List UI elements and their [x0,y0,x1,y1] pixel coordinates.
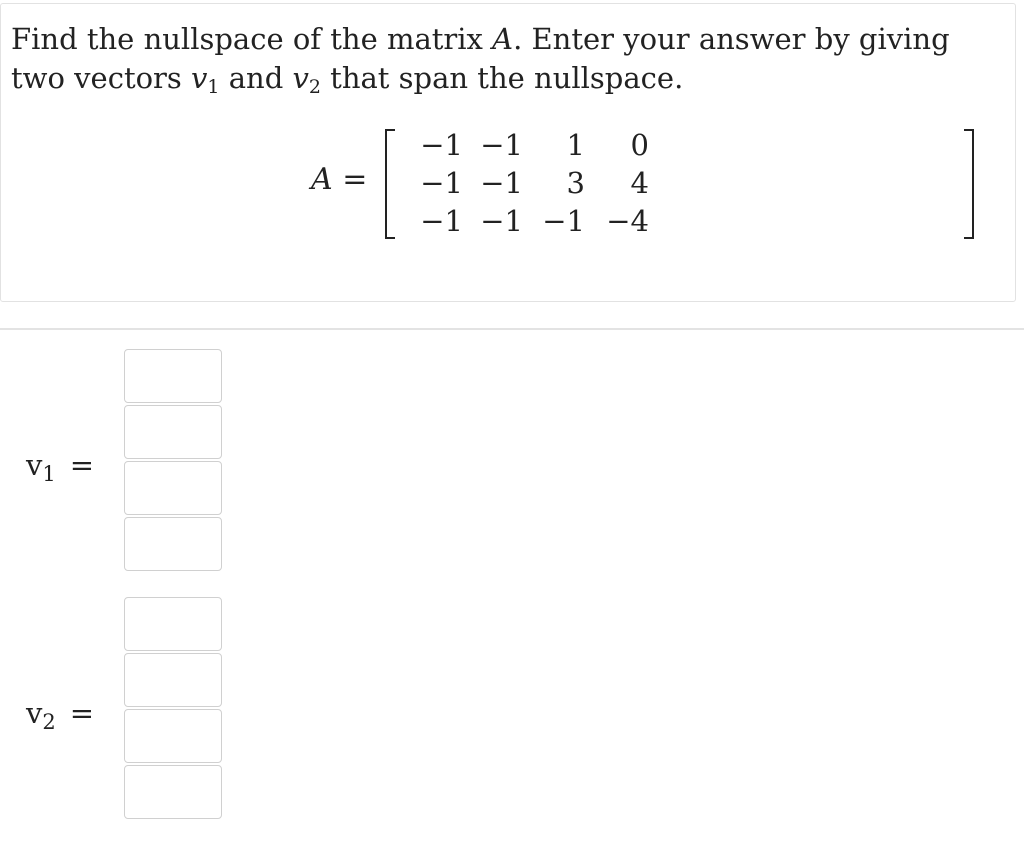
matrix-cell: −1 [420,166,463,200]
matrix-cell: −1 [480,166,523,200]
matrix-left-bracket [385,129,395,239]
v1-label [26,448,95,486]
prompt-text-4: that span the nullspace. [320,61,684,95]
v1-label-symbol: v [26,448,43,482]
section-divider [0,328,1024,330]
matrix-cell: −1 [542,204,585,238]
matrix-cell: −1 [480,204,523,238]
v2-label [26,696,95,734]
v1-entry-3-input[interactable] [124,461,222,515]
v2-entry-1-input[interactable] [124,597,222,651]
question-card [0,3,1016,302]
matrix-cell: 1 [566,128,585,162]
prompt-v2-subscript: 2 [308,76,321,98]
v2-vector-inputs [124,597,222,821]
v2-label-subscript: 2 [42,710,56,734]
v1-label-subscript: 1 [42,462,56,486]
matrix-lhs-name: A [311,162,333,197]
v1-label-equals: = [69,448,95,482]
prompt-v1-symbol: v [191,61,208,95]
prompt-matrix-name: A [492,22,514,56]
prompt-v2-symbol: v [292,61,309,95]
prompt-text-3: and [219,61,293,95]
matrix-cell: 4 [630,166,649,200]
matrix-lhs [311,162,367,197]
v1-entry-4-input[interactable] [124,517,222,571]
prompt-text-2: . Enter your answer by giving two vectors [11,22,950,95]
matrix-cell: −1 [420,204,463,238]
matrix-right-bracket [964,129,974,239]
matrix-cell: −1 [480,128,523,162]
matrix-grid [403,126,649,240]
v2-entry-2-input[interactable] [124,653,222,707]
matrix-cell: 0 [630,128,649,162]
question-prompt [11,20,1001,98]
prompt-v1-subscript: 1 [207,76,220,98]
v1-vector-inputs [124,349,222,573]
prompt-text-1: Find the nullspace of the matrix [11,22,493,56]
matrix-cell: −4 [606,204,649,238]
matrix-cell: 3 [566,166,585,200]
v1-entry-1-input[interactable] [124,349,222,403]
v2-label-equals: = [69,696,95,730]
matrix-cell: −1 [420,128,463,162]
v2-entry-4-input[interactable] [124,765,222,819]
v1-entry-2-input[interactable] [124,405,222,459]
v2-entry-3-input[interactable] [124,709,222,763]
matrix-lhs-equals: = [342,162,368,197]
v2-label-symbol: v [26,696,43,730]
